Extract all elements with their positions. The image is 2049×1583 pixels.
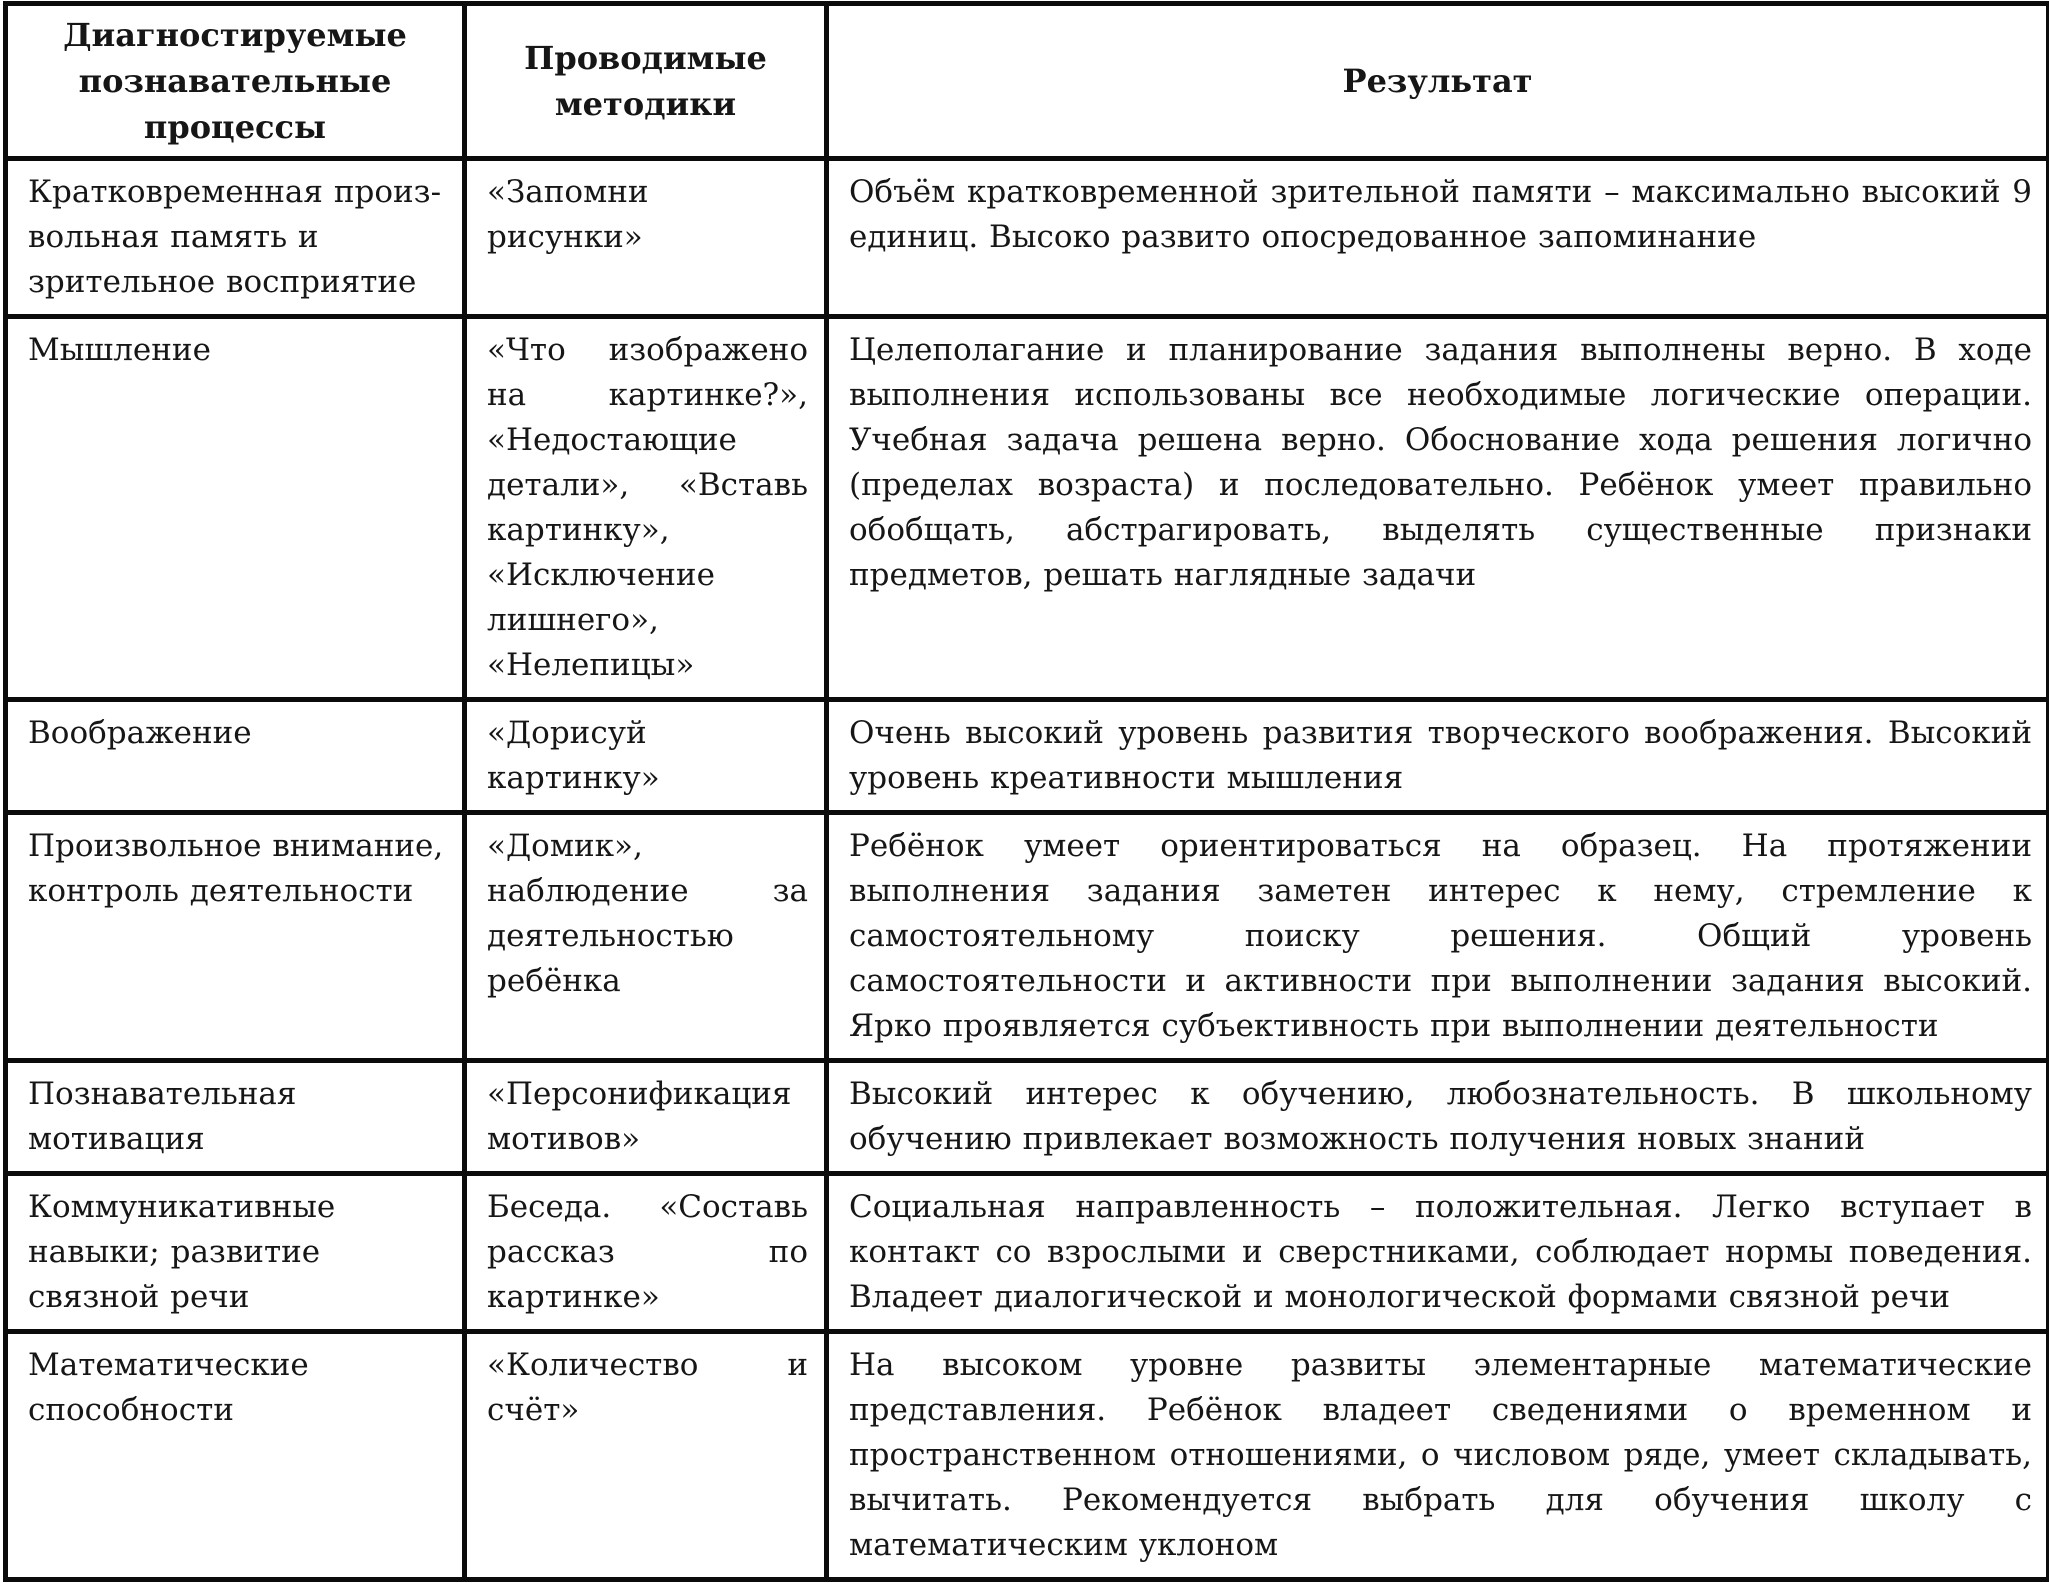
table-row xyxy=(6,700,2049,813)
process-cell: Кратковременная произвольная память и зрительное восприятие xyxy=(6,159,465,317)
process-cell: Коммуникативные навыки; развитие связной речи xyxy=(6,1174,465,1332)
process-cell: Познавательная мотивация xyxy=(6,1061,465,1174)
methods-cell: «Количество и счёт» xyxy=(465,1332,827,1580)
table-row xyxy=(6,813,2049,1061)
table-row xyxy=(6,159,2049,317)
process-cell: Математические способности xyxy=(6,1332,465,1580)
header-cell-processes: Диагностируемые познавательные процессы xyxy=(6,4,465,159)
result-cell: Целеполагание и планирование задания выполнены верно. В ходе выполнения использованы все необходимые логические операции. Учебная задача решена верно. Обоснование хода решения логично (пределах возраста) и последовательно. Ребёнок умеет правильно обобщать, абстрагировать, выделять существенные признаки предметов, решать наглядные задачи xyxy=(827,317,2049,700)
header-row xyxy=(6,4,2049,159)
methods-cell: «Дорисуй картинку» xyxy=(465,700,827,813)
header-cell-result: Результат xyxy=(827,4,2049,159)
methods-cell: «Домик», наблюдение за деятельностью ребёнка xyxy=(465,813,827,1061)
result-cell: Ребёнок умеет ориентироваться на образец. На протяжении выполнения задания заметен интерес к нему, стремление к самостоятельному поиску решения. Общий уровень самостоятельности и активности при выполнении задания высокий. Ярко проявляется субъективность при выполнении деятельности xyxy=(827,813,2049,1061)
table-row xyxy=(6,1332,2049,1580)
table-row xyxy=(6,1061,2049,1174)
table-row xyxy=(6,317,2049,700)
process-cell: Произвольное внимание, контроль деятельности xyxy=(6,813,465,1061)
result-cell: Очень высокий уровень развития творческого воображения. Высокий уровень креативности мышления xyxy=(827,700,2049,813)
methods-cell: «Что изображено на картинке?», «Недостающие детали», «Вставь картинку», «Исключение лишнего», «Нелепицы» xyxy=(465,317,827,700)
process-cell: Воображение xyxy=(6,700,465,813)
result-cell: Высокий интерес к обучению, любознательность. В школьному обучению привлекает возможность получения новых знаний xyxy=(827,1061,2049,1174)
methods-cell: «Запомни рисунки» xyxy=(465,159,827,317)
result-cell: На высоком уровне развиты элементарные математические представления. Ребёнок владеет сведениями о временном и пространственном отношениями, о числовом ряде, умеет складывать, вычитать. Рекомендуется выбрать для обучения школу с математическим уклоном xyxy=(827,1332,2049,1580)
process-cell: Мышление xyxy=(6,317,465,700)
table-row xyxy=(6,1174,2049,1332)
methods-cell: «Персонификация мотивов» xyxy=(465,1061,827,1174)
result-cell: Социальная направленность – положительная. Легко вступает в контакт со взрослыми и сверстниками, соблюдает нормы поведения. Владеет диалогической и монологической формами связной речи xyxy=(827,1174,2049,1332)
header-cell-methods: Проводимые методики xyxy=(465,4,827,159)
result-cell: Объём кратковременной зрительной памяти – максимально высокий 9 единиц. Высоко развито опосредованное запоминание xyxy=(827,159,2049,317)
diagnostics-table xyxy=(3,1,2049,1582)
methods-cell: Беседа. «Составь рассказ по картинке» xyxy=(465,1174,827,1332)
